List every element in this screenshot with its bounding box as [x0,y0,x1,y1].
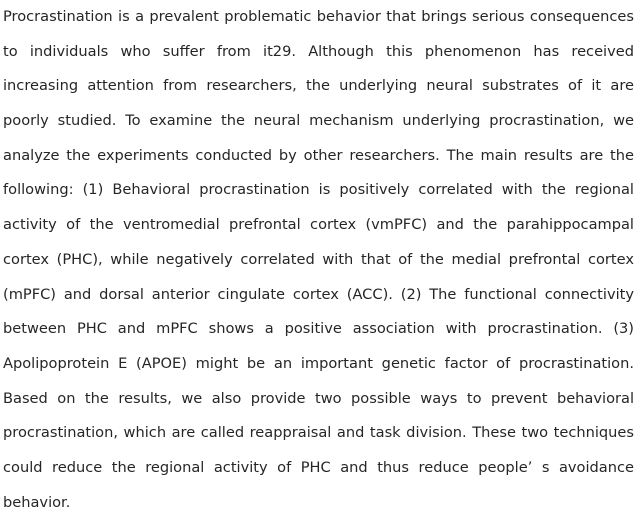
paragraph-line: analyze the experiments conducted by other researchers. The main results are the [3,146,634,164]
paragraph-line: (mPFC) and dorsal anterior cingulate cortex (ACC). (2) The functional connectivity [3,285,634,303]
abstract-paragraph [3,0,634,520]
paragraph-line: Procrastination is a prevalent problematic behavior that brings serious consequences [3,8,634,25]
paragraph-line: poorly studied. To examine the neural mechanism underlying procrastination, we [3,112,634,130]
paragraph-line: activity of the ventromedial prefrontal cortex (vmPFC) and the parahippocampal [3,216,634,234]
paragraph-line: cortex (PHC), while negatively correlated with that of the medial prefrontal cortex [3,250,634,268]
paragraph-line: Based on the results, we also provide two possible ways to prevent behavioral [3,389,634,407]
paragraph-line: procrastination, which are called reappraisal and task division. These two techniques [3,424,634,442]
paragraph-line: Apolipoprotein E (APOE) might be an important genetic factor of procrastination. [3,354,634,372]
paragraph-line: behavior. [3,493,71,511]
paragraph-line: to individuals who suffer from it29. Although this phenomenon has received [3,42,634,60]
document-body [3,0,634,520]
paragraph-line: could reduce the regional activity of PHC and thus reduce people’ s avoidance [3,458,634,476]
paragraph-line: between PHC and mPFC shows a positive association with procrastination. (3) [3,320,634,338]
paragraph-line: increasing attention from researchers, the underlying neural substrates of it are [3,77,634,95]
paragraph-line: following: (1) Behavioral procrastination is positively correlated with the regional [3,181,634,199]
